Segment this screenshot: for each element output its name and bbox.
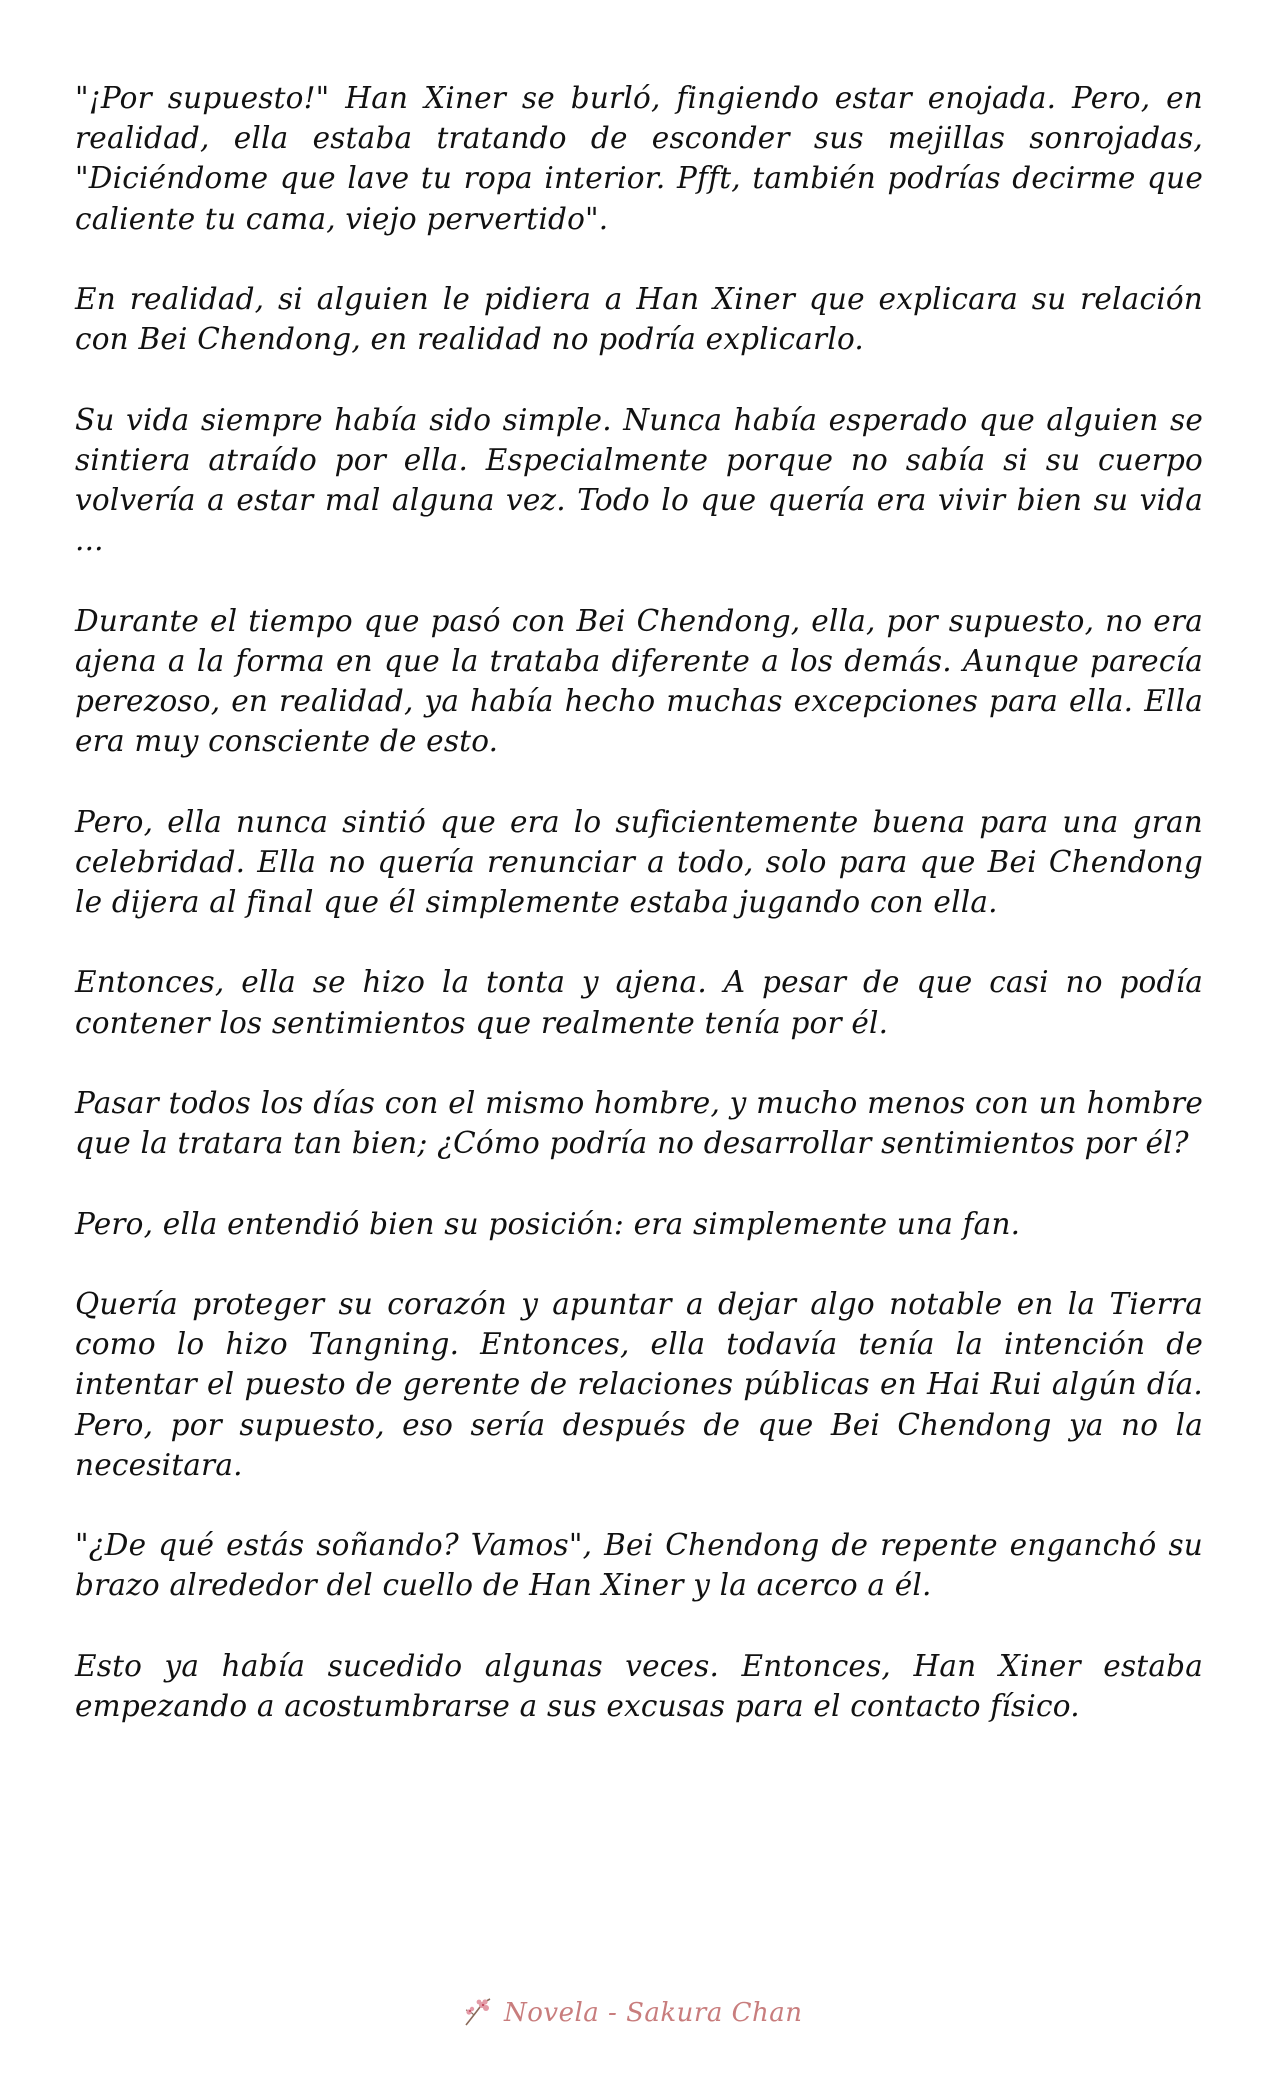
- paragraph: Pero, ella nunca sintió que era lo suficientemente buena para una gran celebridad. Ella no quería renunciar a todo, solo para que Bei Chendong le dijera al final que él simplemente estaba jugando con ella.: [75, 804, 1203, 919]
- paragraph: Su vida siempre había sido simple. Nunca había esperado que alguien se sintiera atraído por ella. Especialmente porque no sabía si su cuerpo volvería a estar mal alguna vez. Todo lo que quería era vivir bien su vida ...: [75, 402, 1203, 558]
- paragraph: En realidad, si alguien le pidiera a Han Xiner que explicara su relación con Bei Chendong, en realidad no podría explicarlo.: [75, 282, 1203, 357]
- sakura-blossom-icon: [460, 1995, 496, 2031]
- watermark: [460, 1990, 830, 2036]
- paragraph: "¡Por supuesto!" Han Xiner se burló, fingiendo estar enojada. Pero, en realidad, ella estaba tratando de esconder sus mejillas sonrojadas, "Diciéndome que lave tu ropa interior. Pfft, también podrías decirme que caliente tu cama, viejo pervertido".: [75, 81, 1203, 236]
- paragraph: Quería proteger su corazón y apuntar a dejar algo notable en la Tierra como lo hizo Tangning. Entonces, ella todavía tenía la intención de intentar el puesto de gerente de relaciones públicas en Hai Rui algún día. Pero, por supuesto, eso sería después de que Bei Chendong ya no la necesitara.: [75, 1286, 1203, 1482]
- paragraph: Durante el tiempo que pasó con Bei Chendong, ella, por supuesto, no era ajena a la forma en que la trataba diferente a los demás. Aunque parecía perezoso, en realidad, ya había hecho muchas excepciones para ella. Ella era muy consciente de esto.: [75, 603, 1203, 759]
- paragraph: "¿De qué estás soñando? Vamos", Bei Chendong de repente enganchó su brazo alrededor del cuello de Han Xiner y la acerco a él.: [75, 1528, 1203, 1603]
- paragraph: Pero, ella entendió bien su posición: era simplemente una fan.: [75, 1206, 1021, 1241]
- document-body: [75, 78, 1203, 1766]
- paragraph: Pasar todos los días con el mismo hombre, y mucho menos con un hombre que la tratara tan bien; ¿Cómo podría no desarrollar sentimientos por él?: [75, 1085, 1203, 1161]
- paragraph: Esto ya había sucedido algunas veces. Entonces, Han Xiner estaba empezando a acostumbrarse a sus excusas para el contacto físico.: [75, 1648, 1203, 1723]
- watermark-text: Novela - Sakura Chan: [504, 1998, 803, 2028]
- paragraph: Entonces, ella se hizo la tonta y ajena. A pesar de que casi no podía contener los sentimientos que realmente tenía por él.: [75, 965, 1203, 1040]
